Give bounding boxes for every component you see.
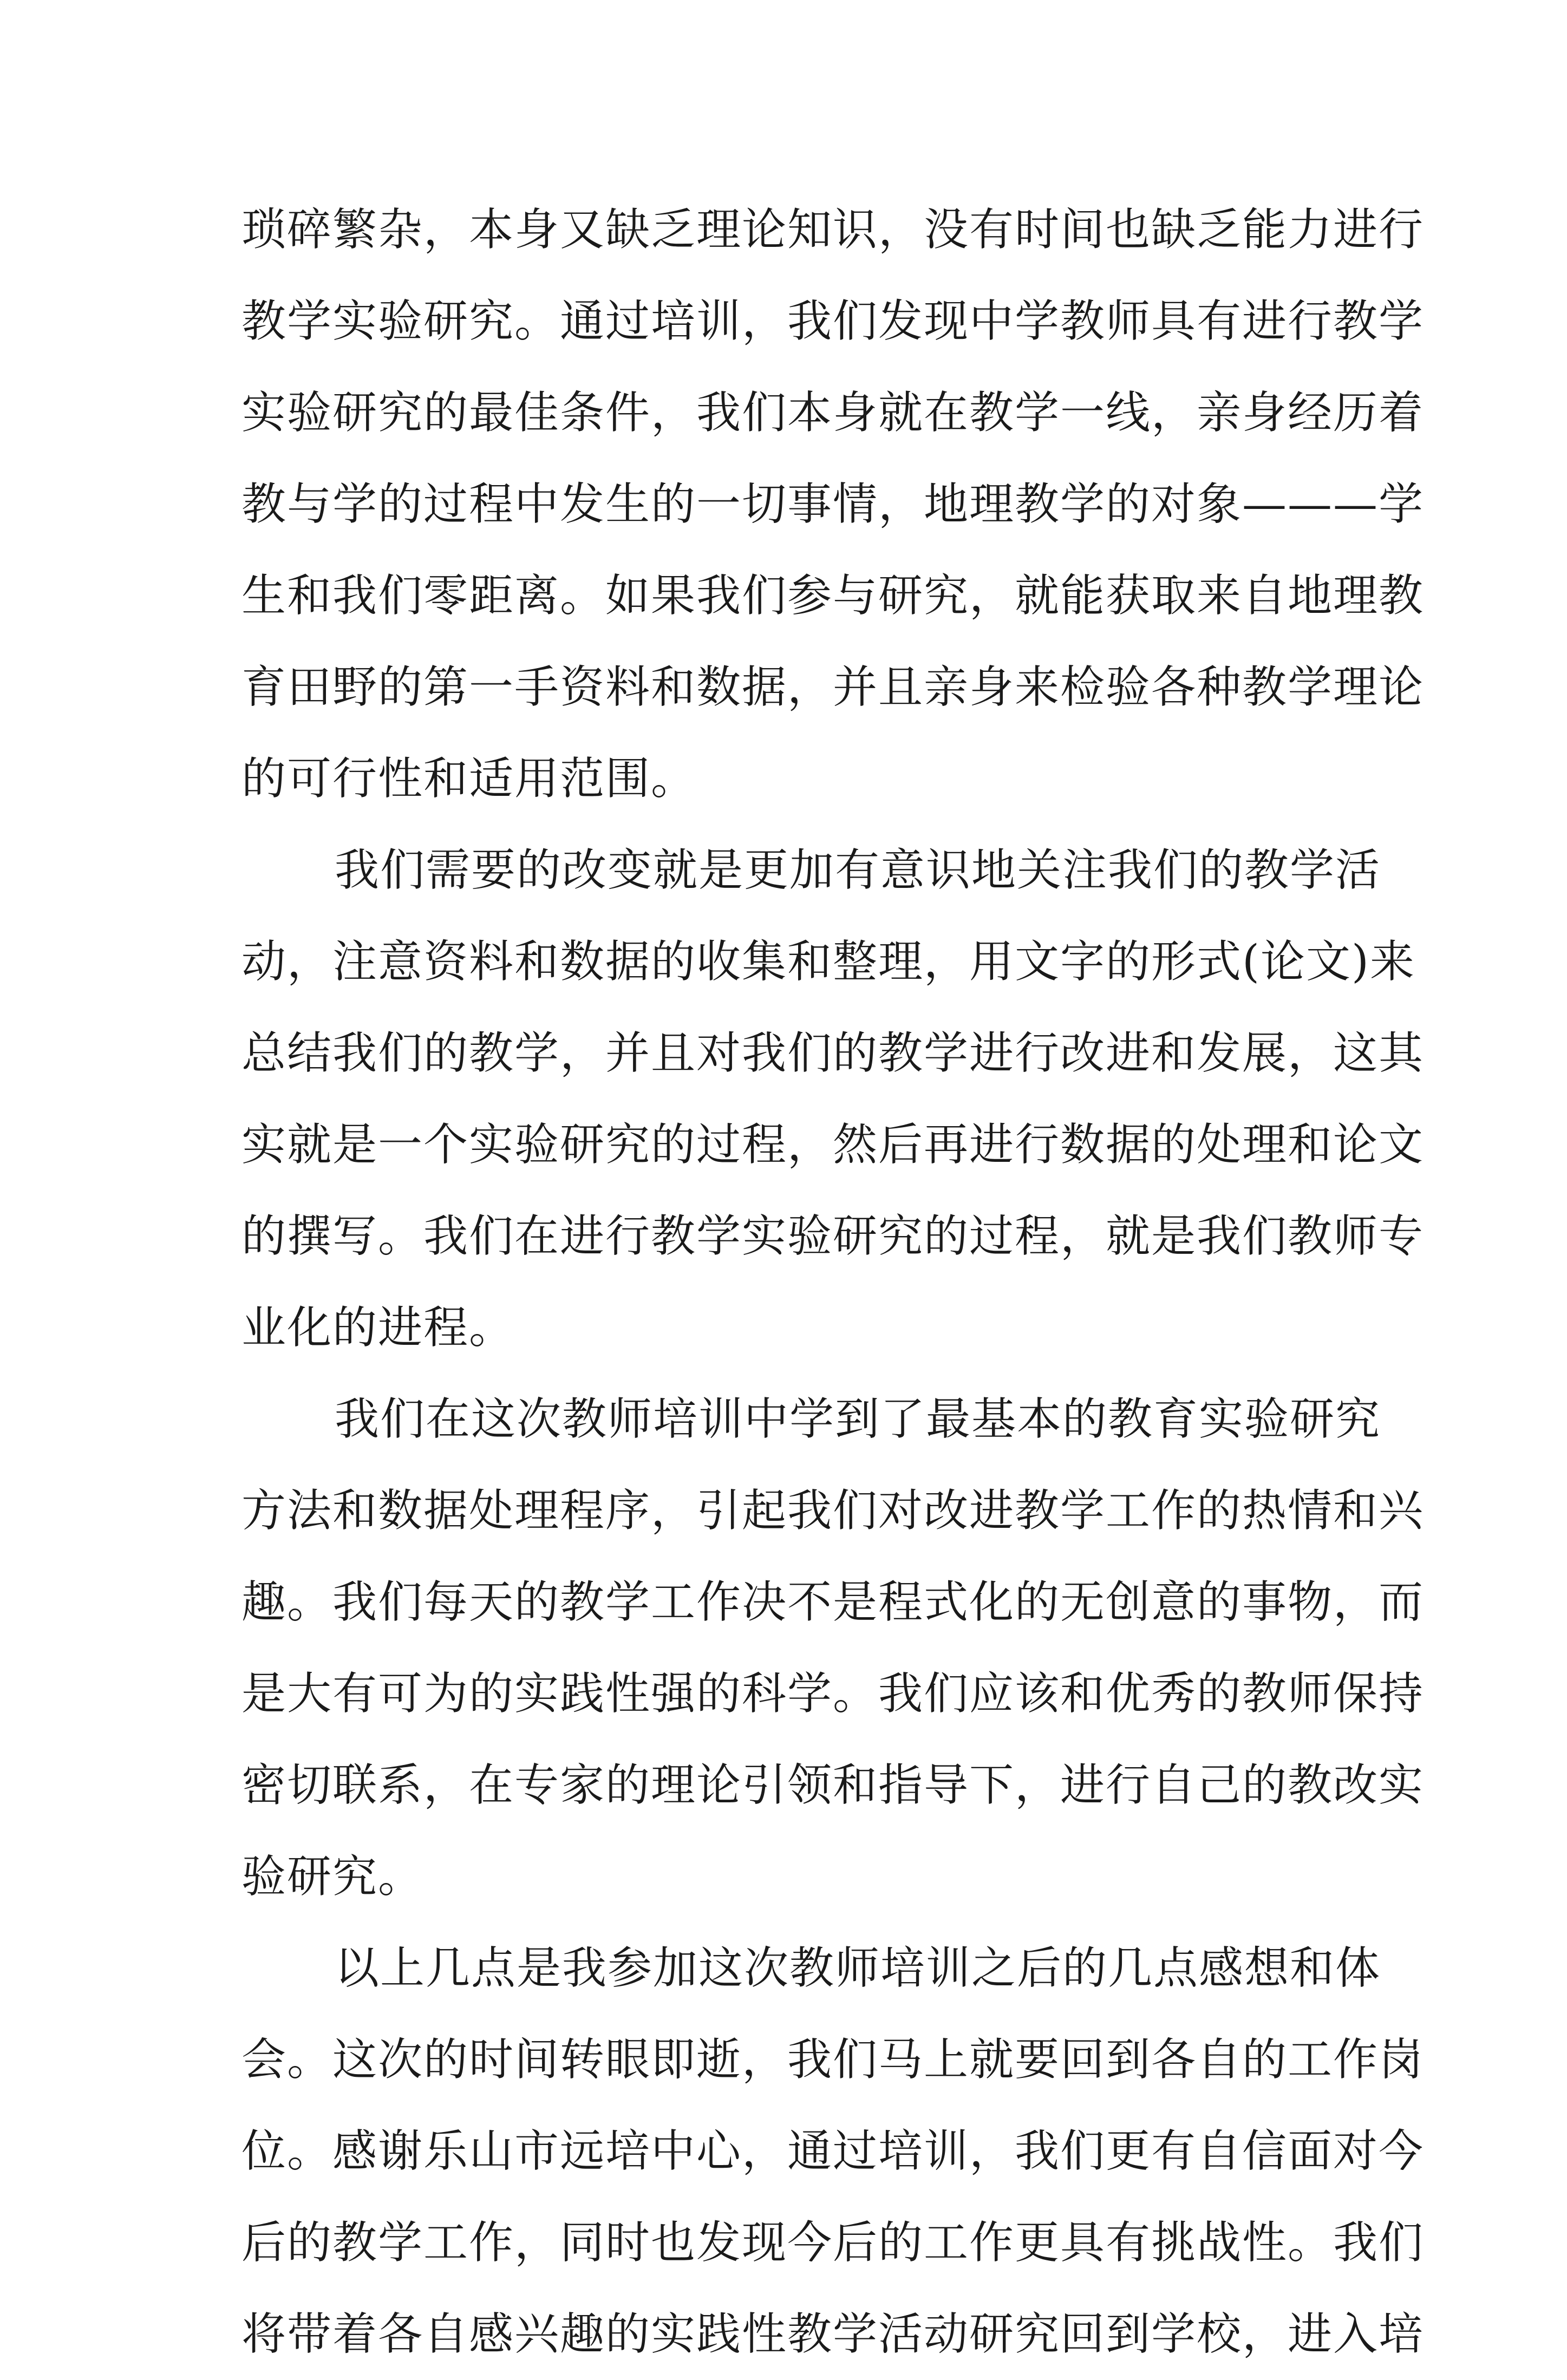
paragraph-2-line-4: 实就是一个实验研究的过程，然后再进行数据的处理和论文 [241,1119,1425,1171]
paragraph-3-line-1: 我们在这次教师培训中学到了最基本的教育实验研究 [335,1394,1381,1445]
paragraph-3-line-4: 是大有可为的实践性强的科学。我们应该和优秀的教师保持 [241,1668,1425,1719]
paragraph-4-line-1: 以上几点是我参加这次教师培训之后的几点感想和体 [335,1943,1381,1994]
paragraph-2-line-3: 总结我们的教学，并且对我们的教学进行改进和发展，这其 [241,1028,1425,1079]
paragraph-4-line-4: 后的教学工作，同时也发现今后的工作更具有挑战性。我们 [241,2217,1425,2268]
paragraph-1-line-4: 教与学的过程中发生的一切事情，地理教学的对象———学 [241,479,1425,530]
paragraph-1-line-1: 琐碎繁杂，本身又缺乏理论知识，没有时间也缺乏能力进行 [241,204,1425,256]
document-body [241,184,1425,2380]
paragraph-1-line-3: 实验研究的最佳条件，我们本身就在教学一线，亲身经历着 [241,387,1425,439]
paragraph-3-line-6: 验研究。 [241,1851,424,1902]
paragraph-2-line-6: 业化的进程。 [241,1302,515,1354]
paragraph-4-line-2: 会。这次的时间转眼即逝，我们马上就要回到各自的工作岗 [241,2034,1425,2085]
paragraph-2-line-5: 的撰写。我们在进行教学实验研究的过程，就是我们教师专 [241,1211,1425,1262]
paragraph-4-line-3: 位。感谢乐山市远培中心，通过培训，我们更有自信面对今 [241,2126,1425,2177]
paragraph-3-line-5: 密切联系，在专家的理论引领和指导下，进行自己的教改实 [241,1760,1425,1811]
paragraph-4-line-5: 将带着各自感兴趣的实践性教学活动研究回到学校，进入培 [241,2309,1425,2360]
paragraph-1-line-2: 教学实验研究。通过培训，我们发现中学教师具有进行教学 [241,296,1425,347]
paragraph-2-line-1: 我们需要的改变就是更加有意识地关注我们的教学活 [335,845,1381,896]
paragraph-1-line-6: 育田野的第一手资料和数据，并且亲身来检验各种教学理论 [241,662,1425,713]
paragraph-3-line-3: 趣。我们每天的教学工作决不是程式化的无创意的事物，而 [241,1577,1425,1628]
paragraph-1-line-5: 生和我们零距离。如果我们参与研究，就能获取来自地理教 [241,570,1425,622]
paragraph-1-line-7: 的可行性和适用范围。 [241,753,697,805]
paragraph-3-line-2: 方法和数据处理程序，引起我们对改进教学工作的热情和兴 [241,1485,1425,1536]
paragraph-2-line-2: 动，注意资料和数据的收集和整理，用文字的形式(论文)来 [241,936,1415,988]
